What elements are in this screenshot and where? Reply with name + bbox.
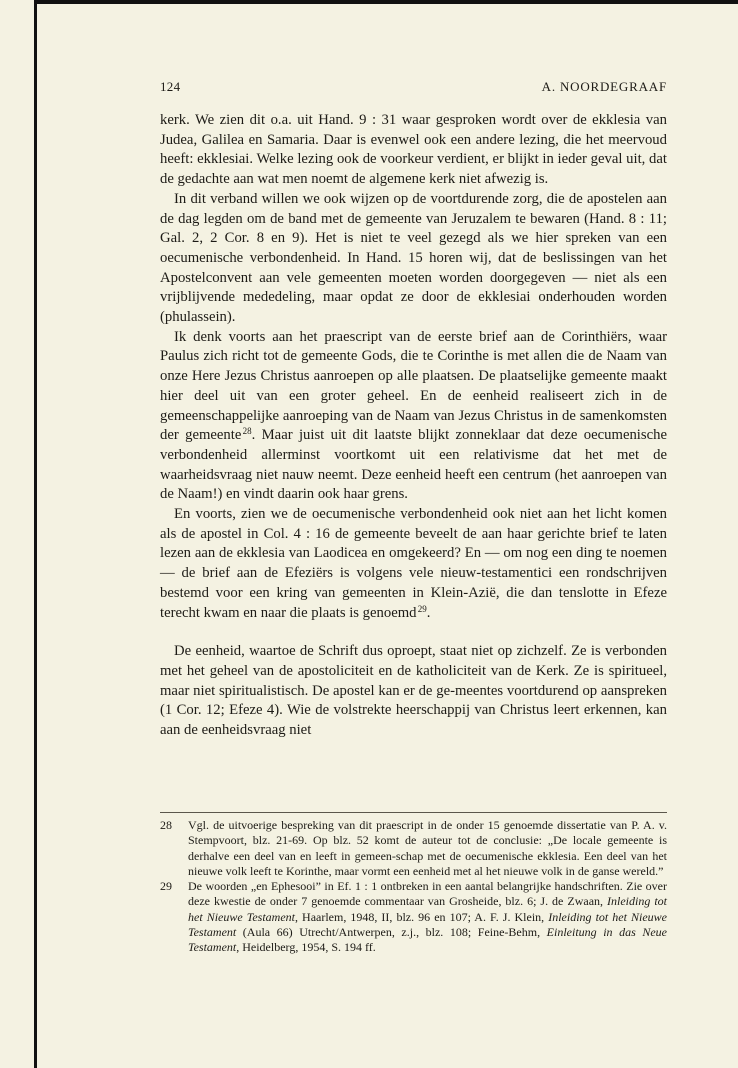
paragraph-text: Ik denk voorts aan het praescript van de eerste brief aan de Corinthiërs, waar Paulus zich richt tot de gemeente Gods, die te Corinthe is met allen die de Naam van onze Here Jezus Christus aanroepen op alle plaatsen. De plaatselijke gemeente maakt hier deel uit van een groter geheel. En de eenheid realiseert zich in de gemeenschappelijke aanroeping van de Naam van Jezus Christus in de samenkomsten der gemeente <box>160 328 667 444</box>
page-number: 124 <box>160 79 181 94</box>
paragraph-corinthians-prescript <box>160 328 667 505</box>
body-text <box>160 111 667 741</box>
footnote-number: 28 <box>160 818 172 832</box>
footnote-number: 29 <box>160 879 172 894</box>
footnote-title: Inleiding tot het Nieuwe Testament <box>188 909 668 940</box>
footnote-title: Einleitung in das Neue Testament <box>188 925 667 955</box>
paragraph-apostles-care: In dit verband willen we ook wijzen op de voortdurende zorg, die de apostelen aan de dag legden om de band met de gemeente van Jeruzalem te bewaren (Hand. 8 : 11; Gal. 2, 2 Cor. 8 en 9). Het is niet te veel gezegd als we hier spreken van een oecumenische verbondenheid. In Hand. 15 horen wij, dat de beslissingen van het Apostelconvent aan vele gemeenten moeten worden doorgegeven — niet als een vrijblijvende mededeling, maar opdat ze door de ekklesiai onderhouden worden (phulassein). <box>160 190 667 326</box>
paragraph-unity: De eenheid, waartoe de Schrift dus oproept, staat niet op zichzelf. Ze is verbonden met het geheel van de apostoliciteit en de katholiciteit van de Kerk. Ze is spiritueel, maar niet spiritualistisch. De apostel kan er de ge-meentes voortdurend op aanspreken (1 Cor. 12; Efeze 4). Wie de volstrekte heerschappij van Christus leert erkennen, kan aan de eenheidsvraag niet <box>160 643 667 739</box>
paragraph-text: En voorts, zien we de oecumenische verbondenheid ook niet aan het licht komen als de apostel in Col. 4 : 16 de gemeente beveelt de aan haar gerichte brief te laten lezen aan de ekklesia van Laodicea en omgekeerd? En — om nog een ding te noemen — de brief aan de Efeziërs is volgens vele nieuw-testamentici een rondschrijven bestemd voor een kring van gemeenten in Klein-Azië, die dan tenslotte in Efeze terecht kwam en naar die plaats is genoemd <box>160 506 667 621</box>
footnote-ref-28[interactable]: 28 <box>242 426 252 437</box>
footnote-29 <box>160 879 667 955</box>
paragraph-text: . <box>426 604 431 621</box>
footnote-text: (Aula 66) Utrecht/Antwerpen, z.j., blz. 108; Feine-Behm, <box>236 925 547 940</box>
paragraph-text: . Maar juist uit dit laatste blijkt zonneklaar dat deze oecumenische verbondenheid allerminst voortkomt uit een relativisme dat het met de waarheidsvraag niet nauw neemt. Deze eenheid heeft een centrum (het aanroepen van de Naam!) en vindt daarin ook haar grens. <box>160 427 667 503</box>
footnote-ref-29[interactable]: 29 <box>417 603 427 614</box>
footnote-divider <box>160 812 667 813</box>
footnotes <box>160 818 667 956</box>
footnote-title: Inleiding tot het Nieuwe Testament <box>188 894 667 924</box>
paragraph-colossians <box>160 505 667 623</box>
paragraph-continuation: kerk. We zien dit o.a. uit Hand. 9 : 31 waar gesproken wordt over de ekklesia van Judea, Galilea en Samaria. Daar is evenwel ook een andere lezing, die het meervoud heeft: ekklesiai. Welke lezing ook de voorkeur verdient, er blijkt in ieder geval uit, dat de gedachte aan wat men noemt de algemene kerk niet afwezig is. <box>160 112 667 188</box>
footnote-text: Vgl. de uitvoerige bespreking van dit praescript in de onder 15 genoemde dissertatie van P. A. v. Stempvoort, blz. 21-69. Op blz. 52 komt de auteur tot de conclusie: „De locale gemeente is derhalve een deel van en leeft in gemeen-schap met de oecumenische ekklesia. Een deel van het nieuwe volk leeft te Korinthe, maar vormt een eenheid met al het nieuwe volk in de ganse wereld.” <box>188 818 667 878</box>
running-head-author: A. NOORDEGRAAF <box>541 79 667 94</box>
footnote-28 <box>160 818 667 879</box>
footnote-text: , Heidelberg, 1954, S. 194 ff. <box>236 940 376 955</box>
scan-edge-top <box>34 0 738 4</box>
footnote-text: De woorden „en Ephesooi” in Ef. 1 : 1 ontbreken in een aantal belangrijke handschriften. Zie over deze kwestie de onder 7 genoemde commentaar van Grosheide, blz. 6; J. de Zwaan, <box>188 879 667 909</box>
scan-edge-left <box>34 0 37 1068</box>
footnote-text: , Haarlem, 1948, II, blz. 96 en 107; A. F. J. Klein, <box>294 909 549 924</box>
running-head <box>160 79 667 97</box>
